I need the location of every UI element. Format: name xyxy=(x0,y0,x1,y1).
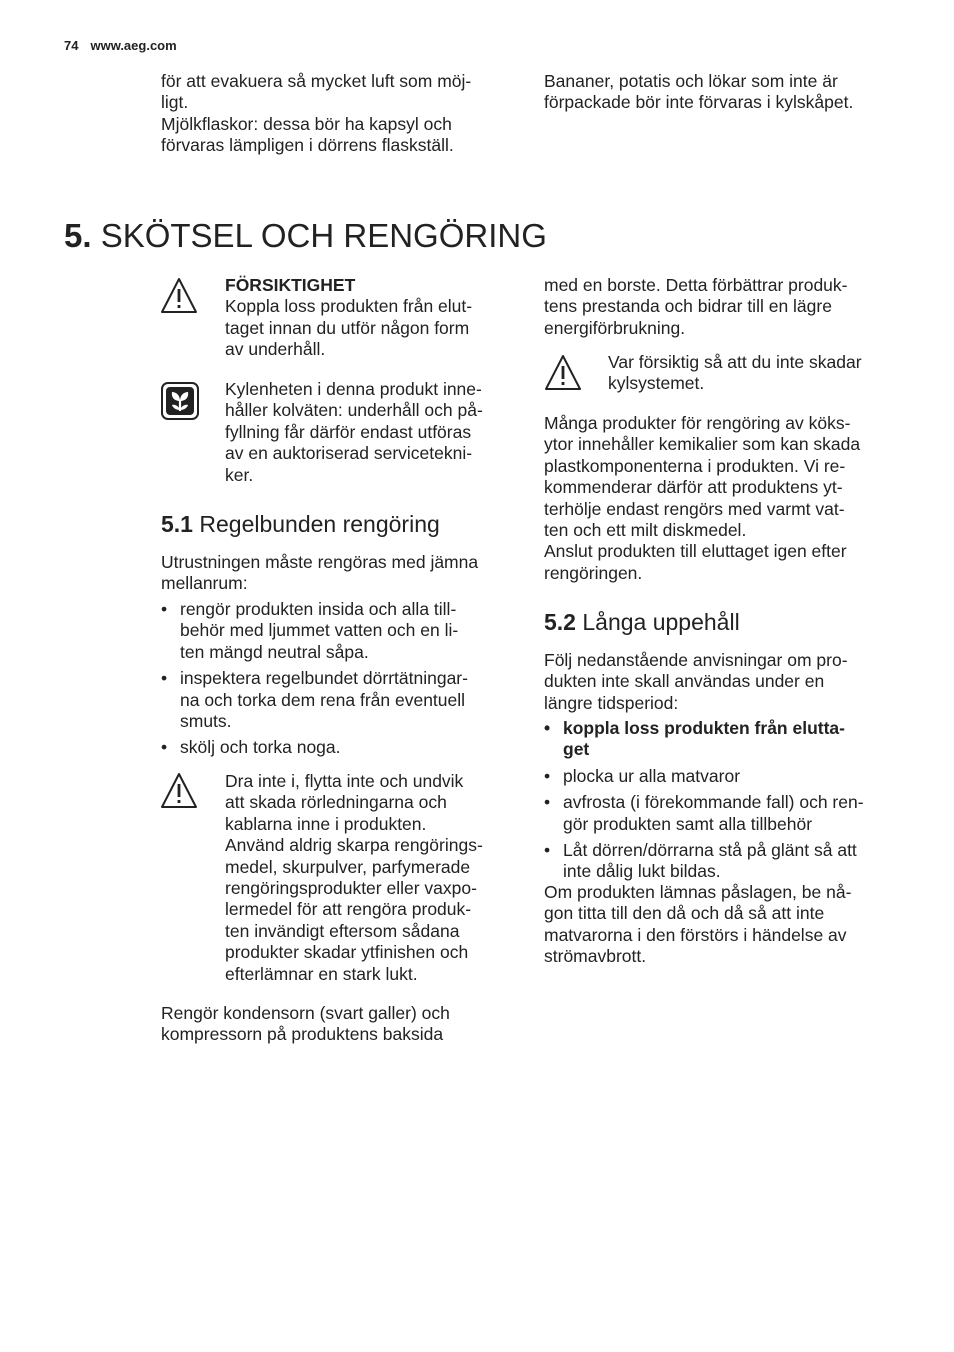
text-line: na och torka dem rena från eventuell xyxy=(180,689,466,710)
list-item xyxy=(161,599,521,663)
text-line: Bananer, potatis och lökar som inte är xyxy=(544,71,838,91)
text-line: att skada rörledningarna och xyxy=(225,792,447,813)
text-line: efterlämnar en stark lukt. xyxy=(225,963,418,984)
warning-triangle-icon xyxy=(159,771,199,811)
text-line: kommenderar därför att produktens yt- xyxy=(544,477,843,498)
pipes-warning xyxy=(225,771,483,985)
text-line: ten mängd neutral såpa. xyxy=(180,641,369,662)
warning-triangle-icon xyxy=(159,276,199,316)
text-line: inte dålig lukt bildas. xyxy=(563,861,721,882)
caution-block xyxy=(225,275,472,361)
hydrocarbon-note xyxy=(225,379,483,486)
text-line: Anslut produkten till eluttaget igen efter xyxy=(544,541,847,562)
text-line: av en auktoriserad servicetekni- xyxy=(225,443,473,464)
text-line: strömavbrott. xyxy=(544,946,647,967)
text-line: ytor innehåller kemikalier som kan skada xyxy=(544,434,861,455)
text-line: för att evakuera så mycket luft som möj- xyxy=(161,71,472,91)
text-line: Många produkter för rengöring av köks- xyxy=(544,413,851,433)
text-line: förpackade bör inte förvaras i kylskåpet. xyxy=(544,92,854,113)
site-url: www.aeg.com xyxy=(90,38,177,53)
section-5-2-heading xyxy=(544,608,740,636)
text-line: Följ nedanstående anvisningar om pro- xyxy=(544,650,848,670)
list-item xyxy=(544,792,904,835)
text-line: Koppla loss produkten från elut- xyxy=(225,296,473,317)
text-line: Använd aldrig skarpa rengörings- xyxy=(225,835,483,856)
text-line: • Låt dörren/dörrarna stå på glänt så att xyxy=(563,840,857,861)
text-line: Mjölkflaskor: dessa bör ha kapsyl och xyxy=(161,113,452,134)
chapter-title xyxy=(64,216,547,256)
list-item xyxy=(544,718,904,761)
text-line: av underhåll. xyxy=(225,339,326,360)
text-line: matvarorna i den förstörs i händelse av xyxy=(544,924,847,945)
text-line: Dra inte i, flytta inte och undvik xyxy=(225,771,464,791)
section-5-2-intro xyxy=(544,650,848,714)
section-title: Regelbunden rengöring xyxy=(199,511,440,537)
text-line: smuts. xyxy=(180,711,232,732)
cooling-system-warning xyxy=(608,352,862,395)
intro-left-text xyxy=(161,71,471,157)
long-absence-bullet-list xyxy=(544,718,904,888)
chapter-title-text: SKÖTSEL OCH RENGÖRING xyxy=(100,217,547,254)
brush-continuation xyxy=(544,275,847,339)
text-line: • avfrosta (i förekommande fall) och ren- xyxy=(563,792,864,813)
text-line: medel, skurpulver, parfymerade xyxy=(225,856,471,877)
text-line: Om produkten lämnas påslagen, be nå- xyxy=(544,882,852,902)
text-line: • plocka ur alla matvaror xyxy=(563,765,741,786)
text-line: håller kolväten: underhåll och på- xyxy=(225,400,483,421)
text-line: ten invändigt eftersom sådana xyxy=(225,920,460,941)
section-title: Långa uppehåll xyxy=(582,609,740,635)
text-line: ten och ett milt diskmedel. xyxy=(544,520,747,541)
caution-heading: FÖRSIKTIGHET xyxy=(225,275,356,295)
text-line: ker. xyxy=(225,464,254,485)
condenser-text xyxy=(161,1003,450,1046)
warning-triangle-icon xyxy=(543,353,583,393)
text-line: längre tidsperiod: xyxy=(544,692,679,713)
section-5-1-heading xyxy=(161,510,440,538)
text-line: energiförbrukning. xyxy=(544,317,686,338)
text-line: behör med ljummet vatten och en li- xyxy=(180,620,459,641)
text-line: dukten inte skall användas under en xyxy=(544,671,825,692)
text-line: get xyxy=(563,739,590,760)
text-line: mellanrum: xyxy=(161,573,248,594)
text-line: kompressorn på produktens baksida xyxy=(161,1024,444,1045)
text-line: fyllning får därför endast utföras xyxy=(225,421,472,442)
text-line: kylsystemet. xyxy=(608,373,705,394)
text-line: terhölje endast rengörs med varmt vat- xyxy=(544,498,845,519)
text-line: Rengör kondensorn (svart galler) och xyxy=(161,1003,450,1023)
text-line: tens prestanda och bidrar till en lägre xyxy=(544,296,832,317)
text-line: Var försiktig så att du inte skadar xyxy=(608,352,862,372)
list-item xyxy=(544,766,904,787)
text-line: lermedel för att rengöra produk- xyxy=(225,899,472,920)
list-item xyxy=(161,668,521,732)
intro-right-text xyxy=(544,71,853,114)
text-line: • koppla loss produkten från elutta- xyxy=(563,718,845,738)
text-line: produkter skadar ytfinishen och xyxy=(225,942,469,963)
text-line: • inspektera regelbundet dörrtätningar- xyxy=(180,668,468,689)
chapter-number: 5. xyxy=(64,217,92,254)
text-line: rengöringen. xyxy=(544,562,643,583)
text-line: kablarna inne i produkten. xyxy=(225,813,427,834)
text-line: taget innan du utför någon form xyxy=(225,317,470,338)
text-line: Utrustningen måste rengöras med jämna xyxy=(161,552,479,572)
text-line: förvaras lämpligen i dörrens flaskställ. xyxy=(161,135,454,156)
text-line: med en borste. Detta förbättrar produk- xyxy=(544,275,848,295)
text-line: Kylenheten i denna produkt inne- xyxy=(225,379,482,399)
cleaning-bullet-list xyxy=(161,599,521,764)
text-line: gör produkten samt alla tillbehör xyxy=(563,813,813,834)
text-line: plastkomponenterna i produkten. Vi re- xyxy=(544,455,846,476)
section-number: 5.1 xyxy=(161,511,193,537)
section-5-2-closing xyxy=(544,882,851,968)
text-line: • skölj och torka noga. xyxy=(180,737,341,758)
text-line: • rengör produkten insida och alla till- xyxy=(180,599,457,619)
text-line: gon titta till den då och då så att inte xyxy=(544,903,825,924)
chemicals-text xyxy=(544,413,860,584)
environment-note-icon xyxy=(160,381,200,421)
section-5-1-intro xyxy=(161,552,478,595)
list-item xyxy=(161,737,521,758)
section-number: 5.2 xyxy=(544,609,576,635)
text-line: rengöringsprodukter eller vaxpo- xyxy=(225,878,477,899)
list-item xyxy=(544,840,904,883)
text-line: ligt. xyxy=(161,92,189,113)
page-number: 74 xyxy=(64,38,79,53)
page-header xyxy=(64,38,177,53)
